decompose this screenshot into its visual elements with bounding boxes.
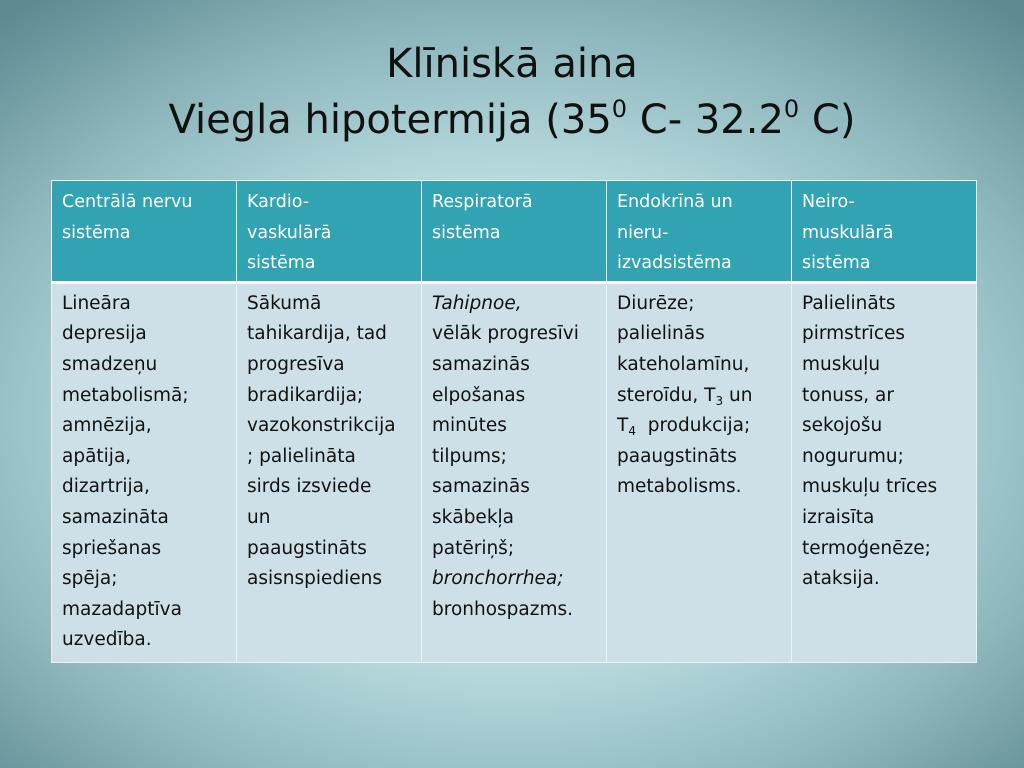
header-line: nieru-: [617, 222, 669, 243]
cell-line: apātija,: [62, 445, 132, 467]
header-line: sistēma: [432, 222, 501, 243]
cell-line: amnēzija,: [62, 415, 152, 437]
text-segment: T: [617, 415, 629, 437]
cell-line: nogurumu;: [802, 445, 904, 467]
title-line-2-suffix: C): [799, 97, 856, 143]
cell-line: metabolisms.: [617, 476, 742, 498]
text-segment: produkcija;: [635, 415, 751, 437]
header-line: sistēma: [247, 253, 316, 274]
cell-line: minūtes: [432, 415, 507, 437]
cell-line: termoģenēze;: [802, 537, 931, 559]
text-segment: un: [723, 384, 753, 406]
cell-line: sirds izsviede: [247, 476, 372, 498]
table-row: [52, 282, 977, 662]
cell-line: tilpums;: [432, 445, 507, 467]
cell-line: smadzeņu: [62, 353, 158, 375]
cell-line: progresīva: [247, 353, 345, 375]
header-line: Endokrīnā un: [617, 192, 733, 212]
italic-term: bronchorrhea;: [432, 568, 564, 590]
header-neuromuscular: [792, 181, 977, 283]
cell-line: Diurēze;: [617, 292, 695, 314]
title-line-2-mid: C- 32.2: [627, 97, 784, 143]
cell-line: skābekļa: [432, 506, 515, 528]
header-respiratory: [422, 181, 607, 283]
cell-line: patēriņš;: [432, 537, 515, 559]
header-line: vaskulārā: [247, 222, 332, 243]
header-line: Centrālā nervu: [62, 192, 193, 212]
cell-line: vēlāk progresīvi: [432, 323, 579, 345]
cell-line: bradikardija;: [247, 384, 364, 406]
title-superscript-2: 0: [783, 95, 800, 123]
cell-line: palielinās: [617, 323, 705, 345]
header-line: sistēma: [62, 222, 131, 243]
title-line-2: [0, 92, 1024, 148]
title-line-1: Klīniskā aina: [386, 41, 638, 87]
slide-title: [0, 36, 1024, 148]
cell-line: paaugstināts: [617, 445, 737, 467]
cell-line: asisnspiediens: [247, 568, 383, 590]
header-line: Neiro-: [802, 192, 855, 212]
cell-line: mazadaptīva: [62, 598, 182, 620]
cell-line: metabolismā;: [62, 384, 189, 406]
cell-line: izraisīta: [802, 506, 875, 528]
cell-line: kateholamīnu,: [617, 353, 750, 375]
cell-line: [432, 564, 602, 595]
cell-cardiovascular: [237, 282, 422, 662]
cell-line: Sākumā: [247, 292, 322, 314]
cell-line: tonuss, ar: [802, 384, 895, 406]
cell-line: muskuļu: [802, 353, 881, 375]
cell-line: dizartrija,: [62, 476, 150, 498]
cell-line: uzvedība.: [62, 629, 152, 651]
table-header-row: [52, 181, 977, 283]
header-endocrine-renal: [607, 181, 792, 283]
header-line: Kardio-: [247, 192, 310, 212]
header-cardiovascular: [237, 181, 422, 283]
cell-line: pirmstrīces: [802, 323, 906, 345]
cell-line: ; palielināta: [247, 445, 356, 467]
cell-line: depresija: [62, 323, 147, 345]
cell-line: spriešanas: [62, 537, 162, 559]
cell-line: [432, 289, 602, 320]
cell-line: sekojošu: [802, 415, 883, 437]
cell-line: tahikardija, tad: [247, 323, 387, 345]
cell-cns: [52, 282, 237, 662]
cell-line: muskuļu trīces: [802, 476, 938, 498]
text-segment: steroīdu, T: [617, 384, 716, 406]
cell-line: paaugstināts: [247, 537, 367, 559]
cell-line: bronhospazms.: [432, 598, 573, 620]
header-line: sistēma: [802, 253, 871, 274]
cell-line: Palielināts: [802, 292, 896, 314]
header-line: muskulārā: [802, 222, 894, 243]
cell-line: spēja;: [62, 568, 118, 590]
cell-line: [617, 381, 787, 412]
cell-line: elpošanas: [432, 384, 526, 406]
header-line: izvadsistēma: [617, 253, 732, 274]
cell-line: [617, 411, 787, 442]
subscript: 4: [628, 424, 636, 439]
title-superscript-1: 0: [611, 95, 628, 123]
cell-line: Lineāra: [62, 292, 131, 314]
header-line: Respiratorā: [432, 192, 533, 212]
subscript: 3: [715, 393, 724, 408]
cell-line: un: [247, 506, 271, 528]
cell-line: vazokonstrikcija: [247, 415, 396, 437]
cell-line: samazinās: [432, 353, 530, 375]
cell-respiratory: [422, 282, 607, 662]
cell-line: samazināta: [62, 506, 169, 528]
clinical-table: [51, 180, 977, 663]
italic-term: Tahipnoe,: [432, 292, 522, 314]
cell-line: samazinās: [432, 476, 530, 498]
title-line-2-prefix: Viegla hipotermija (35: [168, 97, 612, 143]
cell-endocrine-renal: [607, 282, 792, 662]
cell-line: ataksija.: [802, 568, 880, 590]
cell-neuromuscular: [792, 282, 977, 662]
header-cns: [52, 181, 237, 283]
